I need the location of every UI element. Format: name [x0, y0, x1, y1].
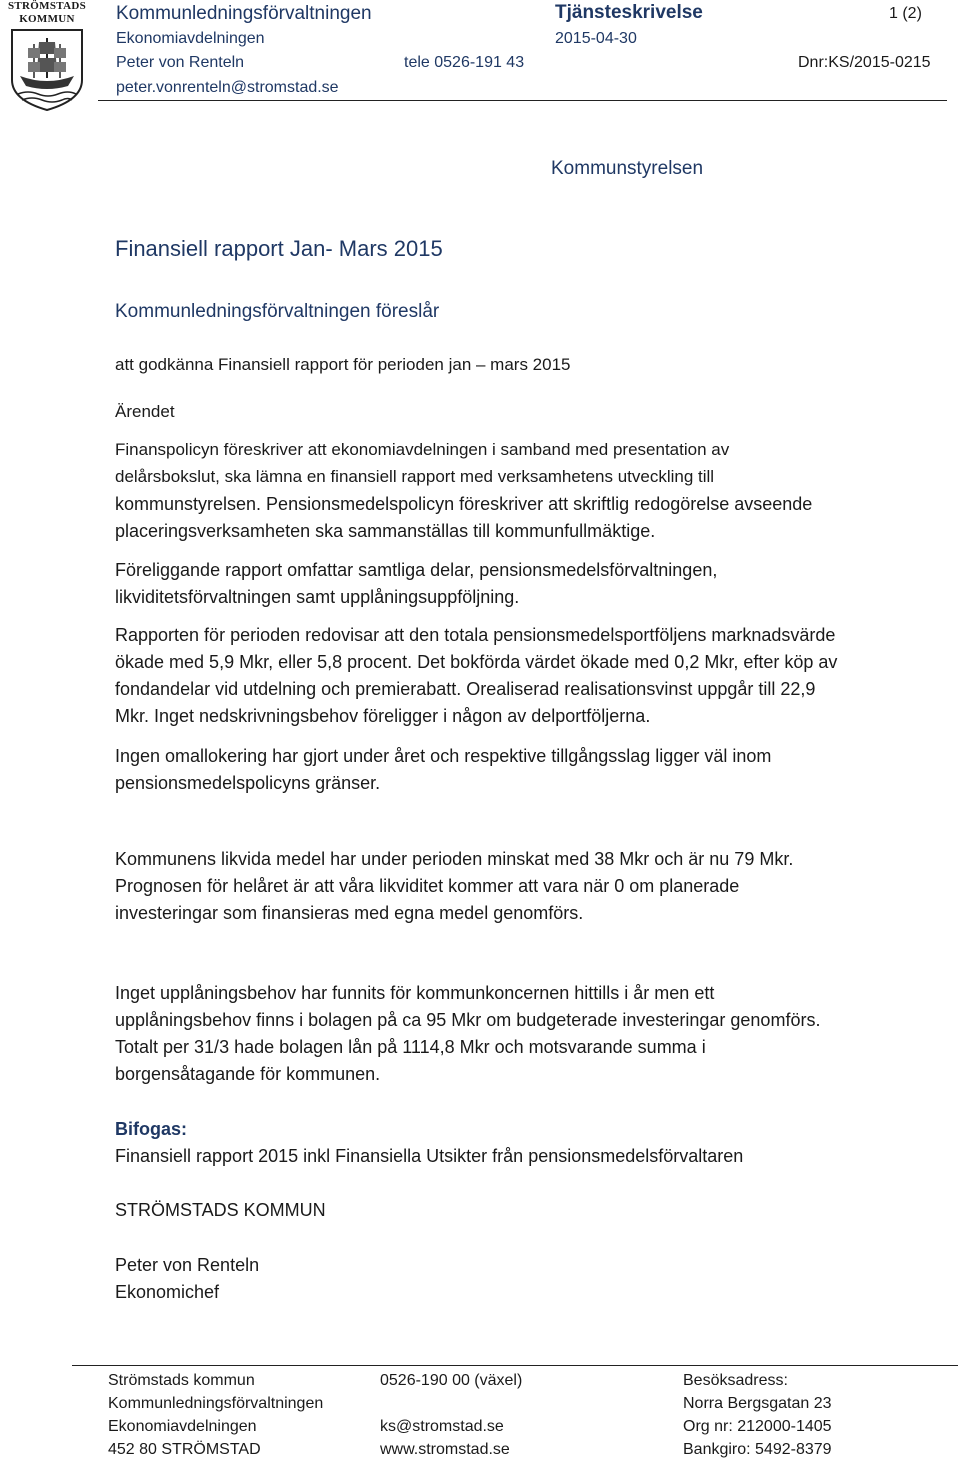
paragraph-line: Ingen omallokering har gjort under året och respektive tillgångsslag ligger väl inom — [115, 746, 772, 766]
footer-email[interactable]: ks@stromstad.se — [380, 1418, 504, 1435]
paragraph-line: Kommunens likvida medel har under perioden minskat med 38 Mkr och är nu 79 Mkr. — [115, 849, 794, 869]
municipality-logo — [4, 0, 90, 112]
proposal-text: att godkänna Finansiell rapport för perioden jan – mars 2015 — [115, 355, 571, 374]
paragraph-line: kommunstyrelsen. Pensionsmedelspolicyn föreskriver att skriftlig redogörelse avseende — [115, 494, 813, 514]
logo-text-top: STRÖMSTADS — [8, 0, 86, 12]
footer-visit-address: Norra Bergsgatan 23 — [683, 1395, 832, 1412]
footer-department: Kommunledningsförvaltningen — [108, 1395, 324, 1412]
header-email[interactable]: peter.vonrenteln@stromstad.se — [116, 79, 339, 96]
attachments-label: Bifogas: — [115, 1119, 187, 1139]
footer-org-number: Org nr: 212000-1405 — [683, 1418, 832, 1435]
page-number: 1 (2) — [889, 5, 922, 22]
footer-bankgiro: Bankgiro: 5492-8379 — [683, 1441, 832, 1458]
paragraph-line: ökade med 5,9 Mkr, eller 5,8 procent. Det bokförda värdet ökade med 0,2 Mkr, efter köp av — [115, 652, 838, 672]
header-department: Kommunledningsförvaltningen — [116, 3, 372, 24]
paragraph-line: upplåningsbehov finns i bolagen på ca 95 Mkr om budgeterade investeringar genomförs. — [115, 1010, 821, 1030]
header-phone: tele 0526-191 43 — [404, 54, 525, 71]
document-title: Finansiell rapport Jan- Mars 2015 — [115, 236, 443, 261]
paragraph-line: pensionsmedelspolicyns gränser. — [115, 773, 381, 793]
paragraph-line: investeringar som finansieras med egna medel genomförs. — [115, 903, 584, 923]
header-author: Peter von Renteln — [116, 54, 245, 71]
document-date: 2015-04-30 — [555, 30, 637, 47]
footer-phone: 0526-190 00 (växel) — [380, 1372, 523, 1389]
paragraph-line: delårsbokslut, ska lämna en finansiell rapport med verksamhetens utveckling till — [115, 467, 715, 486]
paragraph-line: Föreliggande rapport omfattar samtliga delar, pensionsmedelsförvaltningen, — [115, 560, 718, 580]
logo-text-bottom: KOMMUN — [19, 13, 75, 25]
document-type: Tjänsteskrivelse — [555, 2, 703, 23]
paragraph-line: Prognosen för helåret är att våra likviditet kommer att vara när 0 om planerade — [115, 876, 740, 896]
case-number: Dnr:KS/2015-0215 — [798, 54, 931, 71]
signature-name: Peter von Renteln — [115, 1255, 260, 1275]
paragraph-line: fondandelar vid utdelning och premierabatt. Orealiserad realisationsvinst uppgår till 22,9 — [115, 679, 816, 699]
paragraph-line: Finanspolicyn föreskriver att ekonomiavdelningen i samband med presentation av — [115, 440, 730, 459]
paragraph-line: placeringsverksamheten ska sammanställas till kommunfullmäktige. — [115, 521, 656, 541]
footer-postal-address: 452 80 STRÖMSTAD — [108, 1441, 261, 1458]
paragraph-line: likviditetsförvaltningen samt upplåningsuppföljning. — [115, 587, 520, 607]
paragraph-line: Totalt per 31/3 hade bolagen lån på 1114,8 Mkr och motsvarande summa i — [115, 1037, 706, 1057]
proposal-heading: Kommunledningsförvaltningen föreslår — [115, 301, 440, 322]
recipient: Kommunstyrelsen — [551, 158, 704, 179]
attachment-item: Finansiell rapport 2015 inkl Finansiella Utsikter från pensionsmedelsförvaltaren — [115, 1146, 744, 1166]
header-rule — [98, 100, 947, 101]
header-unit: Ekonomiavdelningen — [116, 30, 265, 47]
ship-coat-of-arms-icon — [4, 28, 90, 112]
paragraph-line: Inget upplåningsbehov har funnits för kommunkoncernen hittills i år men ett — [115, 983, 715, 1003]
footer-visit-label: Besöksadress: — [683, 1372, 788, 1389]
paragraph-line: Rapporten för perioden redovisar att den totala pensionsmedelsportföljens marknadsvärde — [115, 625, 836, 645]
paragraph-line: Mkr. Inget nedskrivningsbehov föreligger i någon av delportföljerna. — [115, 706, 651, 726]
footer-org: Strömstads kommun — [108, 1372, 255, 1389]
footer-website[interactable]: www.stromstad.se — [380, 1441, 510, 1458]
case-heading: Ärendet — [115, 402, 175, 421]
footer-rule — [72, 1365, 958, 1366]
signature-role: Ekonomichef — [115, 1282, 220, 1302]
signature-org: STRÖMSTADS KOMMUN — [115, 1200, 326, 1220]
footer-unit: Ekonomiavdelningen — [108, 1418, 257, 1435]
paragraph-line: borgensåtagande för kommunen. — [115, 1064, 381, 1084]
